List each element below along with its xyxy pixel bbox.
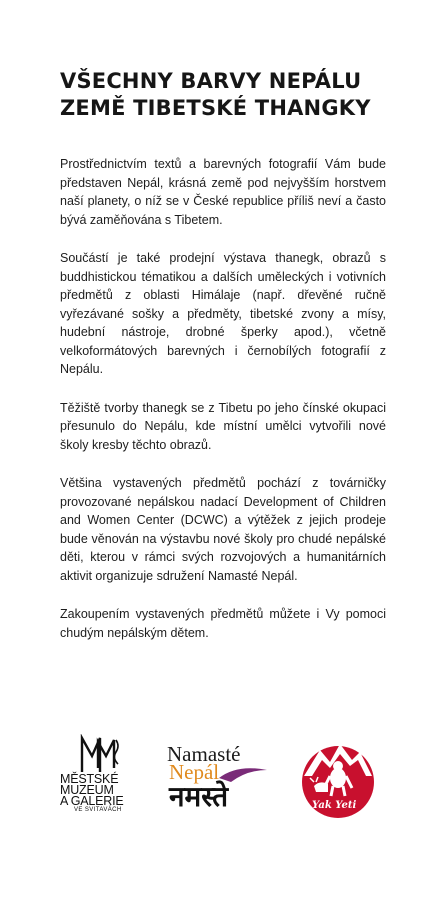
sponsor-logos	[0, 730, 431, 830]
yak-yeti-label: Yak Yeti	[312, 800, 357, 811]
museum-name-line-4: VE SVITAVÁCH	[74, 807, 122, 813]
paragraph-thangka-origin: Těžiště tvorby thanegk se z Tibetu po jeho čínské okupaci přesunulo do Nepálu, kde místní umělci vytvořili nové školy kresby těchto obrazů.	[60, 400, 386, 452]
museum-name-line-3: A GALERIE	[60, 794, 124, 808]
paragraph-appeal: Zakoupením vystavených předmětů můžete i Vy pomoci chudým nepálským dětem.	[60, 607, 386, 640]
body-text	[60, 155, 386, 662]
paragraph-intro: Prostřednictvím textů a barevných fotografií Vám bude představen Nepál, krásná země pod nejvyšším horstvem naší planety, o níž se v České republice příliš neví a často bývá zaměňována s Tibetem.	[60, 157, 386, 227]
page-title	[60, 68, 400, 122]
paragraph-exhibition: Součástí je také prodejní výstava thanegk, obrazů s buddhistickou tématikou a dalších uměleckých i votivních předmětů z oblasti Himálaje (např. dřevěné ručně vyřezávané sošky a předměty, tibetské zvony a mísy, hudební nástroje, drobné šperky apod.), včetně velkoformátových barevných i černobílých fotografií z Nepálu.	[60, 251, 386, 376]
title-line-1: VŠECHNY BARVY NEPÁLU	[60, 69, 362, 93]
museum-mm-monogram-icon	[78, 734, 122, 774]
nepal-wordmark: Nepál	[169, 760, 220, 784]
museum-name-line-1: MĚSTSKÉ	[60, 772, 119, 786]
yak-yeti-logo	[300, 736, 376, 822]
paragraph-dcwc: Většina vystavených předmětů pochází z továrničky provozované nepálskou nadací Development of Children and Women Center (DCWC) a výtěžek z jejich prodeje bude věnován na výstavbu nové školy pro chudé nepálské děti, kterou v rámci svých rozvojových a humanitárních aktivit organizuje sdružení Namasté Nepál.	[60, 476, 386, 583]
namaste-devanagari-wordmark: नमस्ते	[169, 780, 229, 813]
namaste-wordmark: Namasté	[167, 742, 241, 766]
namaste-nepal-logo	[163, 740, 273, 820]
title-line-2: ZEMĚ TIBETSKÉ THANGKY	[60, 96, 371, 120]
museum-name-line-2: MUZEUM	[60, 783, 114, 797]
museum-logo	[60, 730, 150, 830]
